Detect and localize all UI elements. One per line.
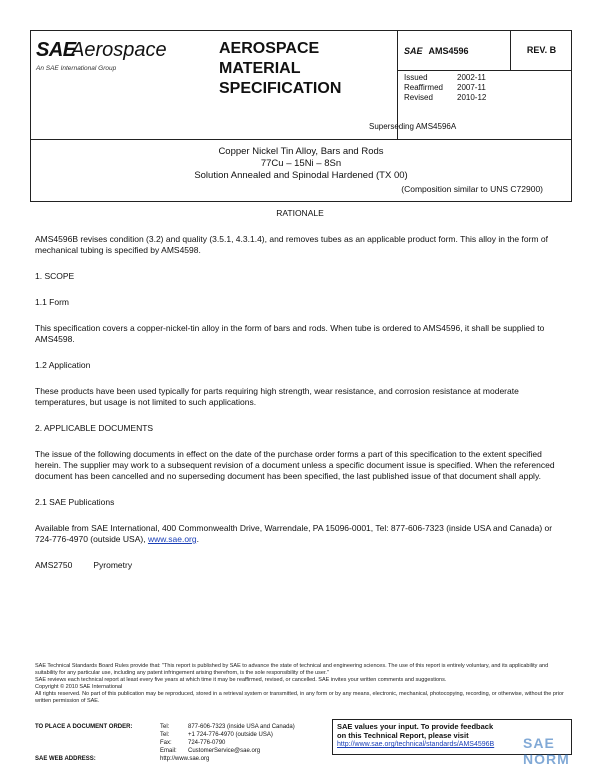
doc-id: AMS4596 xyxy=(428,45,469,56)
order-label: TO PLACE A DOCUMENT ORDER: xyxy=(35,724,133,730)
document-body xyxy=(35,208,565,571)
rev-column xyxy=(510,31,572,71)
mini-sae-logo: SAE xyxy=(404,45,423,56)
section-1-heading: 1. SCOPE xyxy=(35,271,75,281)
footer-review-text: SAE reviews each technical report at least every five years at which time it may be reaffirmed, revised, or cancelled. SAE invites your written comments and suggestions. xyxy=(35,677,447,683)
sae-publications-text: Available from SAE International, 400 Commonwealth Drive, Warrendale, PA 15096-0001, Tel: 877-606-7323 (inside USA and Canada) or 724-776-4970 (outside USA), xyxy=(35,523,553,544)
date-label: Issued xyxy=(404,73,428,82)
feedback-line-1: SAE values your input. To provide feedback xyxy=(337,722,494,731)
feedback-line-2: on this Technical Report, please visit xyxy=(337,731,469,740)
material-title-box xyxy=(30,140,572,202)
contact-label: Fax: xyxy=(160,740,172,746)
logo-tagline: An SAE International Group xyxy=(36,65,117,72)
web-label: SAE WEB ADDRESS: xyxy=(35,756,96,762)
contact-email[interactable]: CustomerService@sae.org xyxy=(188,748,261,754)
title-line-3: SPECIFICATION xyxy=(219,80,342,97)
section-2-heading: 2. APPLICABLE DOCUMENTS xyxy=(35,423,154,433)
sae-website-link[interactable]: www.sae.org xyxy=(147,534,197,544)
section-2-1-text: Available from SAE International, 400 Commonwealth Drive, Warrendale, PA 15096-0001, Tel: 877-606-7323 (inside USA and Canada) or 724-776-4970 (outside USA), www.sae.org. xyxy=(35,523,553,544)
title-line-2: MATERIAL xyxy=(219,60,301,77)
footer-copyright: Copyright © 2010 SAE International xyxy=(35,684,123,690)
date-value: 2002-11 xyxy=(457,73,486,82)
title-line-1: AEROSPACE xyxy=(219,40,320,57)
section-1-1-heading: 1.1 Form xyxy=(35,297,70,307)
revision-label: REV. B xyxy=(526,45,557,55)
section-2-1-heading: 2.1 SAE Publications xyxy=(35,497,115,507)
material-title-line-2: 77Cu – 15Ni – 8Sn xyxy=(260,158,342,169)
composition-note: (Composition similar to UNS C72900) xyxy=(401,184,543,194)
spec-header xyxy=(30,30,572,140)
footer-rights-text: All rights reserved. No part of this publication may be reproduced, stored in a retrieval system or transmitted, in any form or by any means, electronic, mechanical, photocopying, recording, or otherwise, without the prior written permission of SAE. xyxy=(35,691,564,704)
contact-label: Email: xyxy=(160,748,177,754)
contact-label: Tel: xyxy=(160,724,170,730)
contact-value: 877-606-7323 (inside USA and Canada) xyxy=(188,724,295,730)
reference-title: Pyrometry xyxy=(93,560,133,570)
feedback-url-link[interactable]: http://www.sae.org/technical/standards/AMS4596B xyxy=(337,741,495,748)
section-2-text: The issue of the following documents in effect on the date of the purchase order forms a part of this specification to the extent specified herein. The supplier may work to a subsequent revision of a document unless a specific document issue is specified. When the referenced document has been cancelled and no superseding document has been specified, the last published issue of that document shall apply. xyxy=(35,449,555,481)
contact-label: Tel: xyxy=(160,732,170,738)
reference-id: AMS2750 xyxy=(35,560,73,570)
date-label: Revised xyxy=(404,93,433,102)
legal-footer xyxy=(35,663,570,705)
sae-norm-watermark: SAE NORM xyxy=(523,735,570,767)
section-1-2-text: These products have been used typically for parts requiring high strength, wear resistance, and corrosion resistance at moderate temperatures, but usage is not limited to such applications. xyxy=(35,386,519,407)
footer-rules-text: SAE Technical Standards Board Rules provide that: "This report is published by SAE to advance the state of technical and engineering sciences. The use of this report is entirely voluntary, and its applicability and suitability for any particular use, including any patent infringement arising therefrom, is the sole responsibility of the user." xyxy=(35,663,549,676)
order-contacts xyxy=(35,723,295,763)
contact-value: 724-776-0790 xyxy=(188,740,226,746)
superseding-note: Superseding AMS4596A xyxy=(369,122,457,131)
date-label: Reaffirmed xyxy=(404,83,443,92)
date-value: 2010-12 xyxy=(457,93,487,102)
date-value: 2007-11 xyxy=(457,83,486,92)
sae-aerospace-logo xyxy=(31,31,201,141)
rationale-heading: RATIONALE xyxy=(276,208,324,218)
logo-sae-text: SAE xyxy=(36,39,76,61)
section-1-1-text: This specification covers a copper-nickel-tin alloy in the form of bars and rods. When tube is ordered to AMS4596, it shall be supplied to AMS4598. xyxy=(35,323,545,344)
spec-type-title xyxy=(219,39,341,99)
material-title-line-1: Copper Nickel Tin Alloy, Bars and Rods xyxy=(218,146,384,157)
section-1-2-heading: 1.2 Application xyxy=(35,360,91,370)
date-table xyxy=(404,73,486,103)
contact-value: +1 724-776-4970 (outside USA) xyxy=(188,732,273,738)
sae-web-address[interactable]: http://www.sae.org xyxy=(160,756,210,762)
logo-aerospace-text: Aerospace xyxy=(71,39,167,61)
material-title-line-3: Solution Annealed and Spinodal Hardened (TX 00) xyxy=(194,170,408,181)
reference-row xyxy=(35,560,565,571)
rationale-text: AMS4596B revises condition (3.2) and quality (3.5.1, 4.3.1.4), and removes tubes as an applicable product form. This alloy in the form of mechanical tubing is specified by AMS4598. xyxy=(35,234,548,255)
